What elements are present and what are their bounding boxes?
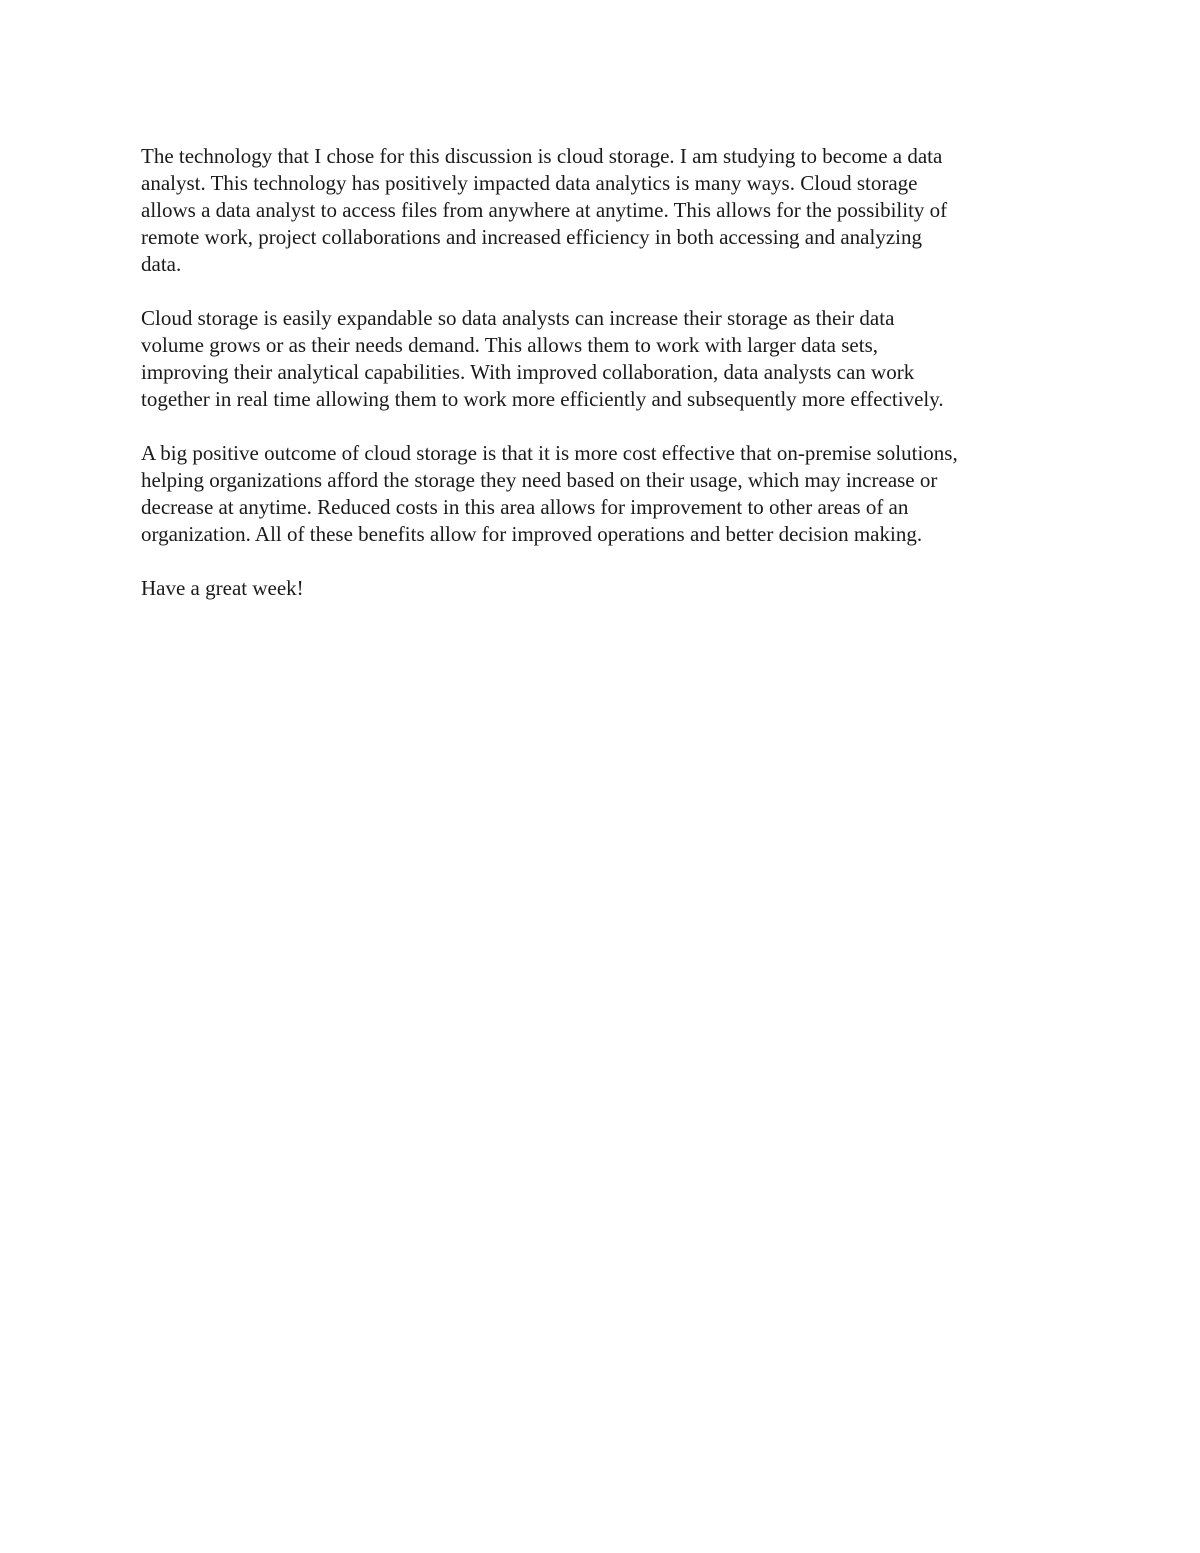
document-body <box>141 143 1071 629</box>
text-line: Have a great week! <box>141 576 304 600</box>
text-line: The technology that I chose for this discussion is cloud storage. I am studying to become a data <box>141 144 943 168</box>
paragraph-cost <box>141 440 1071 548</box>
text-line: volume grows or as their needs demand. This allows them to work with larger data sets, <box>141 333 878 357</box>
paragraph-closing <box>141 575 1071 602</box>
text-line: improving their analytical capabilities. With improved collaboration, data analysts can work <box>141 360 915 384</box>
text-line: Cloud storage is easily expandable so data analysts can increase their storage as their data <box>141 306 895 330</box>
paragraph-expandability <box>141 305 1071 413</box>
text-line: A big positive outcome of cloud storage is that it is more cost effective that on-premise solutions, <box>141 441 958 465</box>
text-line: remote work, project collaborations and increased efficiency in both accessing and analyzing <box>141 225 922 249</box>
text-line: decrease at anytime. Reduced costs in this area allows for improvement to other areas of an <box>141 495 909 519</box>
text-line: helping organizations afford the storage they need based on their usage, which may increase or <box>141 468 938 492</box>
text-line: together in real time allowing them to work more efficiently and subsequently more effectively. <box>141 387 944 411</box>
text-line: allows a data analyst to access files from anywhere at anytime. This allows for the possibility of <box>141 198 948 222</box>
paragraph-intro <box>141 143 1071 278</box>
text-line: organization. All of these benefits allow for improved operations and better decision making. <box>141 522 923 546</box>
text-line: data. <box>141 252 182 276</box>
text-line: analyst. This technology has positively impacted data analytics is many ways. Cloud storage <box>141 171 918 195</box>
